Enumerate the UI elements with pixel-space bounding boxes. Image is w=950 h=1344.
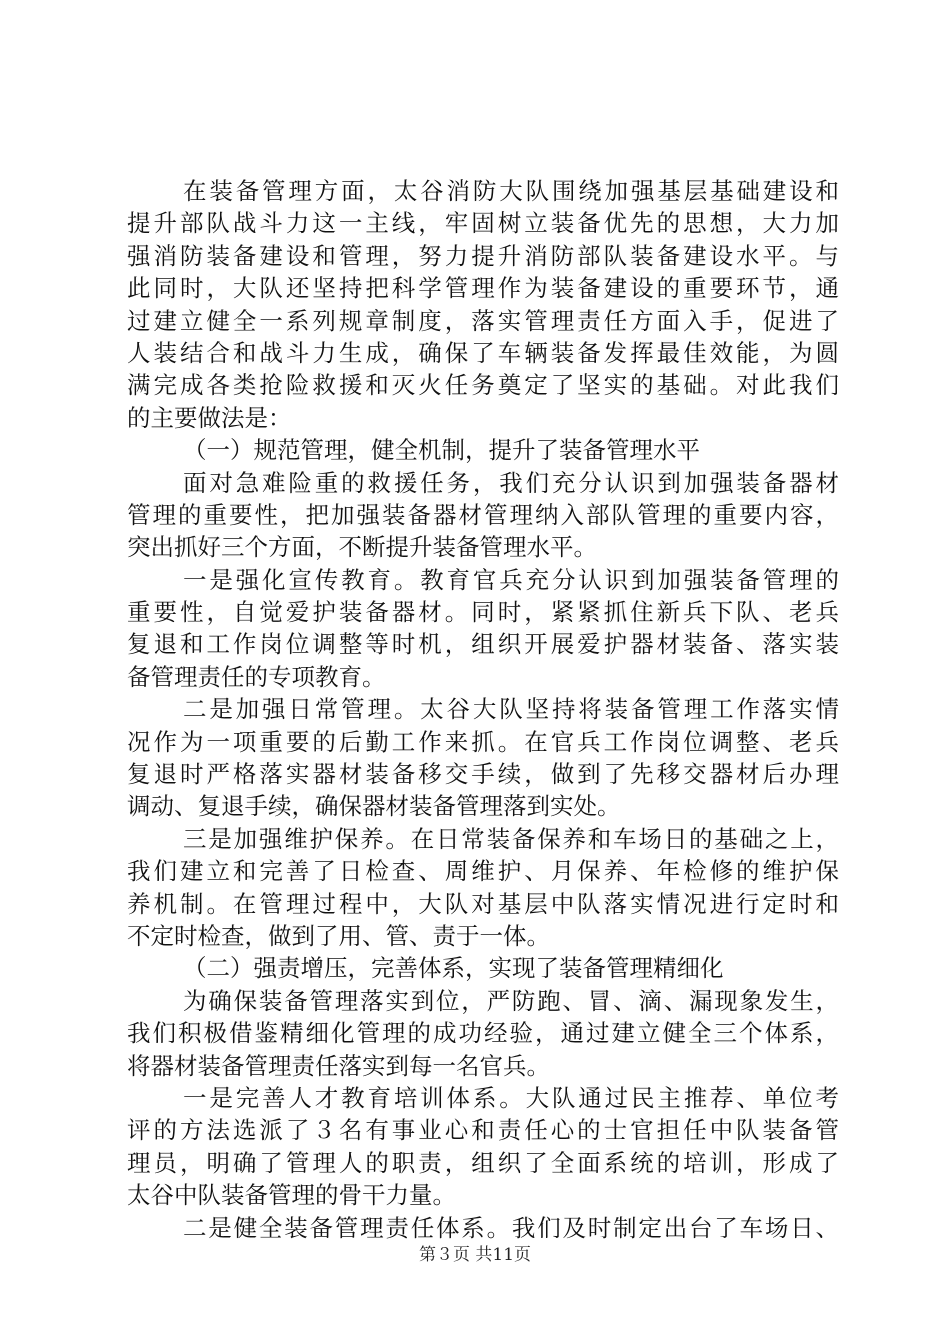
text-line: 调动、复退手续，确保器材装备管理落到实处。 xyxy=(127,792,621,821)
text-line: 不定时检查，做到了用、管、责于一体。 xyxy=(127,921,550,950)
text-line: 在装备管理方面，太谷消防大队围绕加强基层基础建设和 xyxy=(183,177,839,205)
text-line: 一是完善人才教育培训体系。大队通过民主推荐、单位考 xyxy=(183,1083,839,1112)
text-line: 二是加强日常管理。太谷大队坚持将装备管理工作落实情 xyxy=(183,695,839,724)
text-line: 况作为一项重要的后勤工作来抓。在官兵工作岗位调整、老兵 xyxy=(127,727,839,756)
text-line: 备管理责任的专项教育。 xyxy=(127,662,386,691)
text-line: （一）规范管理，健全机制，提升了装备管理水平 xyxy=(183,436,700,465)
text-line: 人装结合和战斗力生成，确保了车辆装备发挥最佳效能，为圆 xyxy=(127,338,839,367)
text-line: 将器材装备管理责任落实到每一名官兵。 xyxy=(127,1051,550,1080)
text-line: 太谷中队装备管理的骨干力量。 xyxy=(127,1181,456,1210)
text-line: 为确保装备管理落实到位，严防跑、冒、滴、漏现象发生， xyxy=(183,986,839,1015)
text-line: 评的方法选派了３名有事业心和责任心的士官担任中队装备管 xyxy=(127,1116,839,1145)
document-body xyxy=(127,175,839,1244)
text-line: 复退时严格落实器材装备移交手续，做到了先移交器材后办理 xyxy=(127,760,839,789)
text-line: 过建立健全一系列规章制度，落实管理责任方面入手，促进了 xyxy=(127,306,839,335)
text-line: （二）强责增压，完善体系，实现了装备管理精细化 xyxy=(183,954,724,983)
text-line: 二是健全装备管理责任体系。我们及时制定出台了车场日、 xyxy=(183,1213,839,1242)
text-line: 三是加强维护保养。在日常装备保养和车场日的基础之上， xyxy=(183,824,839,853)
text-line: 提升部队战斗力这一主线，牢固树立装备优先的思想，大力加 xyxy=(127,209,839,238)
text-line: 理员，明确了管理人的职责，组织了全面系统的培训，形成了 xyxy=(127,1148,839,1177)
text-line: 我们积极借鉴精细化管理的成功经验，通过建立健全三个体系， xyxy=(127,1019,839,1048)
text-line: 复退和工作岗位调整等时机，组织开展爱护器材装备、落实装 xyxy=(127,630,839,659)
text-line: 此同时，大队还坚持把科学管理作为装备建设的重要环节，通 xyxy=(127,274,839,303)
text-line: 突出抓好三个方面，不断提升装备管理水平。 xyxy=(127,533,597,562)
text-line: 满完成各类抢险救援和灭火任务奠定了坚实的基础。对此我们 xyxy=(127,371,839,400)
text-line: 养机制。在管理过程中，大队对基层中队落实情况进行定时和 xyxy=(127,889,839,918)
text-line: 一是强化宣传教育。教育官兵充分认识到加强装备管理的 xyxy=(183,565,839,594)
text-line: 面对急难险重的救援任务，我们充分认识到加强装备器材 xyxy=(183,468,839,497)
text-line: 重要性，自觉爱护装备器材。同时，紧紧抓住新兵下队、老兵 xyxy=(127,598,839,627)
text-line: 我们建立和完善了日检查、周维护、月保养、年检修的维护保 xyxy=(127,857,839,886)
page-footer: 第３页 共11页 xyxy=(418,1245,532,1265)
text-line: 的主要做法是： xyxy=(127,403,292,432)
text-line: 强消防装备建设和管理，努力提升消防部队装备建设水平。与 xyxy=(127,241,839,270)
text-line: 管理的重要性，把加强装备器材管理纳入部队管理的重要内容， xyxy=(127,500,839,529)
